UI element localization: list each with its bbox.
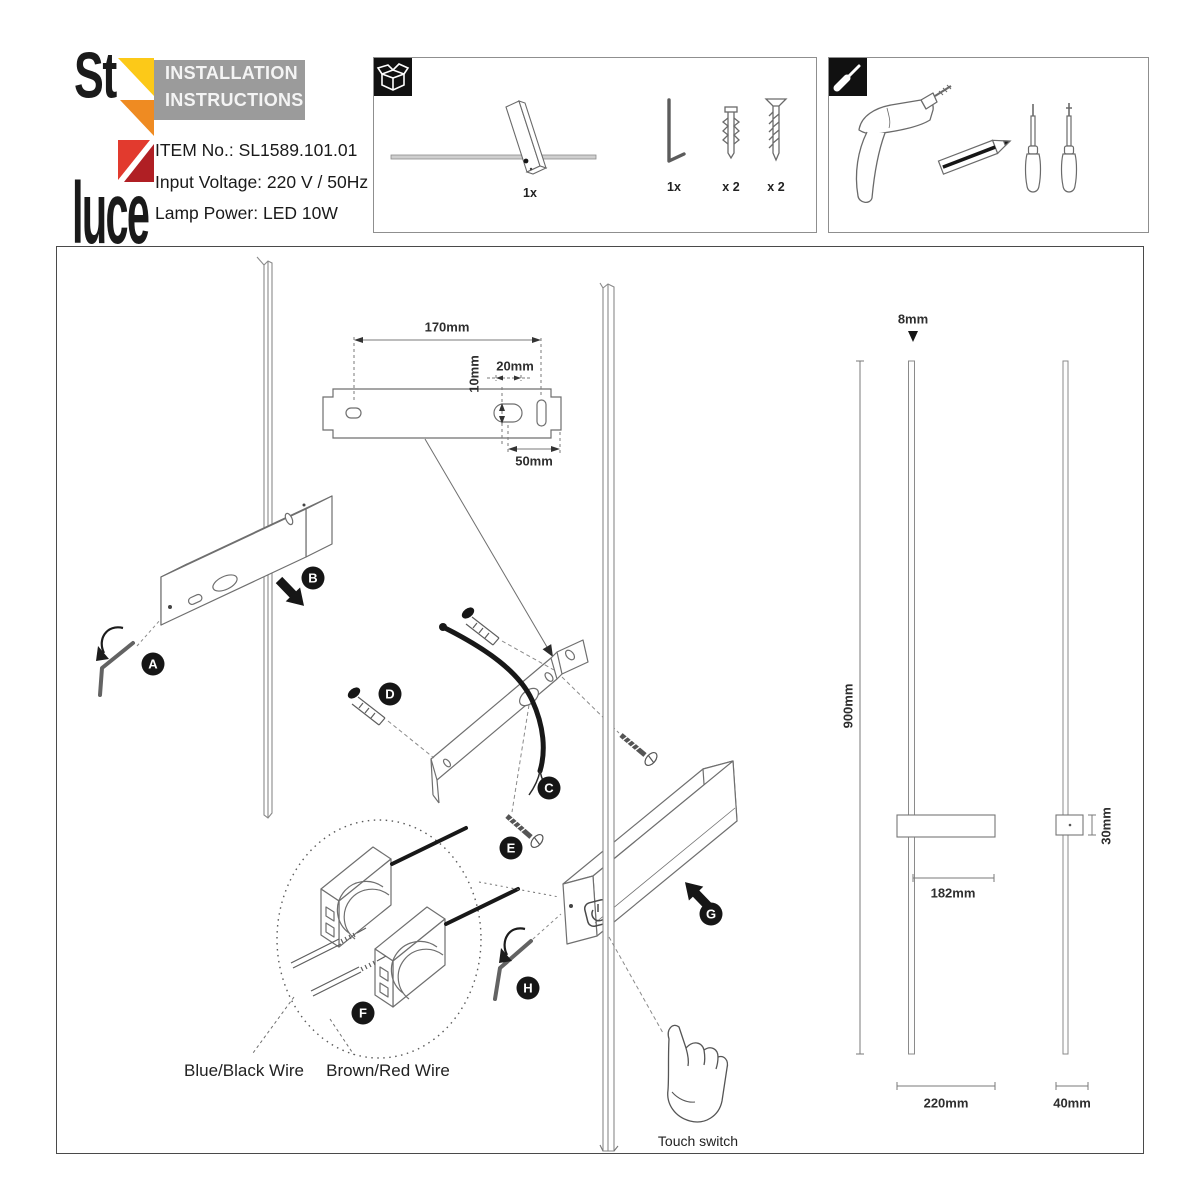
- dim-hole-vertical: 10mm: [466, 355, 482, 393]
- input-voltage-label: Input Voltage:: [155, 172, 263, 192]
- installation-diagram-panel: [56, 246, 1144, 1154]
- terminal-block-2: [375, 907, 445, 1007]
- lamp-power-row: [155, 203, 338, 224]
- tools-needed-box: [828, 57, 1149, 233]
- block-wires: [392, 828, 518, 924]
- touch-leader: [609, 937, 663, 1033]
- step-badge-h: H: [517, 977, 540, 1000]
- dim-body-depth: 30mm: [1098, 807, 1114, 845]
- bracket-iso: [431, 640, 588, 803]
- anchor-count: x 2: [722, 180, 740, 194]
- brown-red-wire-label: Brown/Red Wire: [326, 1061, 450, 1080]
- lamp-item-icon: [391, 101, 596, 174]
- hand-icon: [668, 1025, 728, 1122]
- step-badge-a: A: [142, 653, 165, 676]
- screw-count: x 2: [767, 180, 785, 194]
- hex-key-item-icon: [669, 100, 684, 161]
- front-view: [856, 331, 995, 1090]
- dim-bracket-width: 170mm: [424, 319, 470, 335]
- input-voltage-value: 220 V / 50Hz: [266, 172, 369, 192]
- step-badge-g: G: [700, 903, 723, 926]
- brand-text-top: St: [74, 39, 116, 113]
- step-badge-c: C: [538, 777, 561, 800]
- input-voltage-row: [155, 172, 368, 193]
- wall-anchor-item-icon: [723, 107, 739, 158]
- package-items-art: [374, 58, 816, 232]
- diagram-line-art: [57, 247, 1143, 1153]
- tools-art: [829, 58, 1148, 232]
- screw-item-icon: [766, 99, 786, 160]
- lamp-body-step-a: [161, 496, 332, 625]
- lamp-power-value: LED 10W: [262, 203, 338, 223]
- pencil-icon: [938, 135, 1012, 175]
- dim-rod-diameter: 8mm: [897, 311, 929, 327]
- brand-logo-icon: [116, 56, 156, 182]
- dim-hole-offset: 50mm: [515, 453, 553, 469]
- dim-body-right-len: 182mm: [930, 885, 976, 901]
- step-badge-b: B: [302, 567, 325, 590]
- dim-hole-width: 20mm: [496, 358, 534, 374]
- step-badge-e: E: [500, 837, 523, 860]
- terminal-block-1: [321, 847, 391, 947]
- hex-key-count: 1x: [667, 180, 681, 194]
- lamp-power-label: Lamp Power:: [155, 203, 259, 223]
- blue-black-wire-label: Blue/Black Wire: [184, 1061, 304, 1080]
- drill-icon: [856, 85, 951, 202]
- lamp-count: 1x: [523, 186, 537, 200]
- package-contents-box: [373, 57, 817, 233]
- dim-body-width: 220mm: [923, 1095, 969, 1111]
- item-number-label: ITEM No.:: [155, 140, 234, 160]
- touch-switch-label: Touch switch: [657, 1133, 739, 1149]
- sheet-title-line2: INSTRUCTIONS: [165, 90, 304, 110]
- brand-logo: [72, 39, 156, 263]
- flat-screwdriver-icon: [1026, 104, 1041, 192]
- step-badge-f: F: [352, 1002, 375, 1025]
- sheet-title: [154, 60, 305, 120]
- dim-total-height: 900mm: [840, 683, 856, 729]
- side-view: [1056, 361, 1096, 1090]
- sheet-title-line1: INSTALLATION: [165, 63, 298, 83]
- step-badge-d: D: [379, 683, 402, 706]
- dim-side-width: 40mm: [1053, 1095, 1091, 1111]
- wall-rod-center: [600, 283, 618, 1151]
- screw-step-e-2: [621, 735, 659, 768]
- item-number-value: SL1589.101.01: [238, 140, 358, 160]
- phillips-screwdriver-icon: [1062, 103, 1077, 192]
- item-number-row: [155, 140, 357, 161]
- brand-text-bottom: luce: [72, 164, 149, 263]
- bracket-drawing: [323, 389, 561, 438]
